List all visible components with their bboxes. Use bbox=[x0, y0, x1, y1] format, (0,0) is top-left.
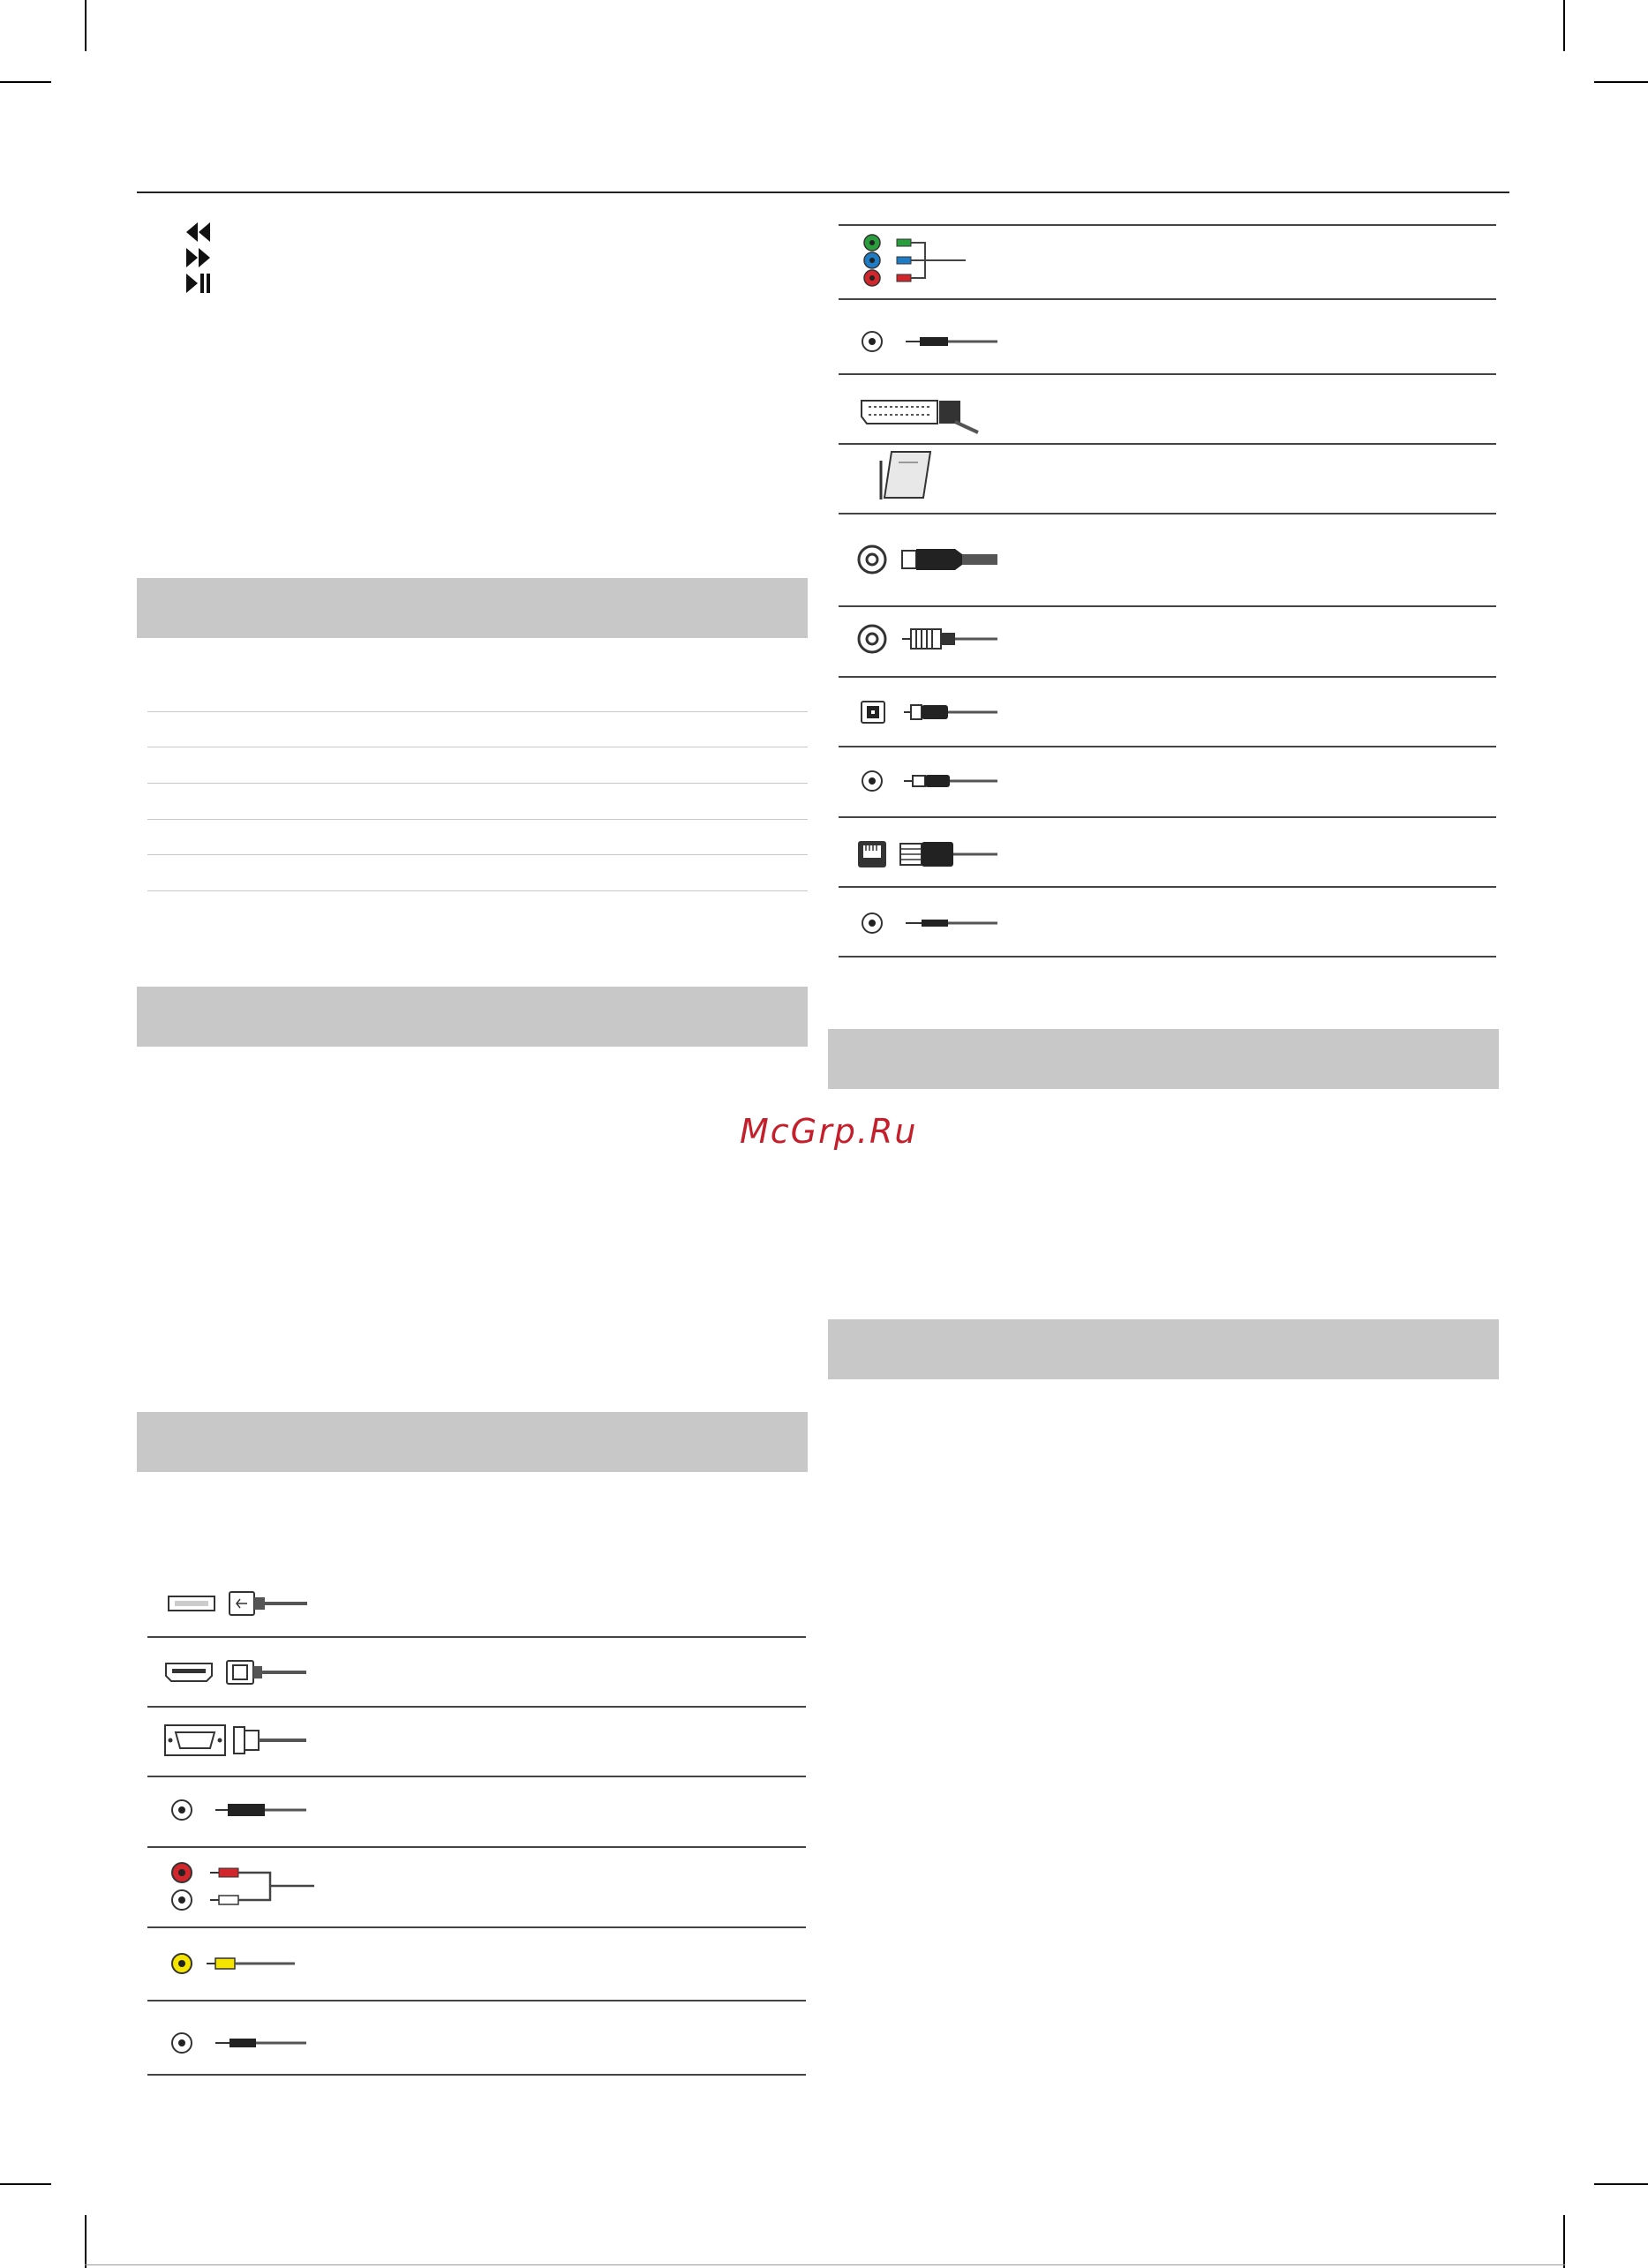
crop-mark-br-v bbox=[1563, 2215, 1565, 2268]
rf-antenna-icon bbox=[856, 540, 1006, 579]
connector-row-divider bbox=[839, 816, 1496, 818]
lan-rj45-icon bbox=[854, 837, 1005, 872]
connector-row-divider bbox=[839, 443, 1496, 445]
section-band-2 bbox=[137, 987, 808, 1047]
table-row-divider bbox=[147, 890, 808, 891]
satellite-f-connector-icon bbox=[856, 621, 1006, 657]
crop-mark-tr-h bbox=[1594, 81, 1648, 83]
watermark-text: McGrp.Ru bbox=[740, 1112, 918, 1151]
connector-row-divider bbox=[839, 373, 1496, 375]
connector-row-divider bbox=[147, 1776, 806, 1777]
connector-row-divider bbox=[147, 1706, 806, 1708]
connector-row-divider bbox=[147, 2074, 806, 2076]
crop-mark-bl-v bbox=[85, 2215, 87, 2268]
headphone-jack-icon bbox=[169, 2028, 320, 2058]
table-row-divider bbox=[147, 783, 808, 784]
section-band-3 bbox=[137, 1412, 808, 1472]
connector-table-bottom bbox=[839, 956, 1496, 958]
table-row-divider bbox=[147, 819, 808, 820]
mini-av-jack-icon bbox=[858, 327, 1008, 357]
hdmi-port-icon bbox=[163, 1657, 313, 1687]
optical-spdif-icon bbox=[856, 697, 1006, 727]
ci-card-slot-icon bbox=[876, 448, 946, 505]
table-row-divider bbox=[147, 854, 808, 855]
vga-port-icon bbox=[163, 1723, 313, 1758]
crop-mark-br-h bbox=[1594, 2183, 1648, 2185]
connector-row-divider bbox=[147, 2000, 806, 2001]
connector-row-divider bbox=[147, 1926, 806, 1928]
connector-row-divider bbox=[147, 1846, 806, 1848]
connector-row-divider bbox=[839, 298, 1496, 300]
fast-forward-icon bbox=[184, 246, 214, 269]
connector-row-divider bbox=[839, 676, 1496, 678]
header-rule bbox=[137, 192, 1509, 193]
rca-audio-lr-icon bbox=[169, 1858, 320, 1916]
earphone-jack-icon bbox=[858, 908, 1008, 938]
bottom-trim-line bbox=[85, 2264, 1565, 2265]
connector-row-divider bbox=[147, 1636, 806, 1638]
section-band-1 bbox=[137, 578, 808, 638]
audio-jack-icon bbox=[169, 1796, 320, 1824]
rewind-icon bbox=[184, 221, 214, 244]
section-band-5 bbox=[828, 1319, 1499, 1379]
connector-row-divider bbox=[839, 746, 1496, 747]
section-band-4 bbox=[828, 1029, 1499, 1089]
component-ypbpr-icon bbox=[858, 231, 973, 289]
crop-mark-tl-h bbox=[0, 81, 51, 83]
crop-mark-tl-v bbox=[85, 0, 87, 51]
connector-table-top bbox=[839, 224, 1496, 226]
crop-mark-bl-h bbox=[0, 2183, 51, 2185]
connector-row-divider bbox=[839, 886, 1496, 888]
table-row-divider bbox=[147, 711, 808, 712]
crop-mark-tr-v bbox=[1563, 0, 1565, 51]
coaxial-digital-icon bbox=[858, 766, 1008, 796]
play-pause-icon bbox=[184, 272, 214, 295]
scart-port-icon bbox=[858, 395, 990, 436]
usb-port-icon bbox=[166, 1588, 316, 1618]
connector-row-divider bbox=[839, 513, 1496, 514]
composite-video-icon bbox=[169, 1949, 320, 1979]
connector-row-divider bbox=[839, 605, 1496, 607]
